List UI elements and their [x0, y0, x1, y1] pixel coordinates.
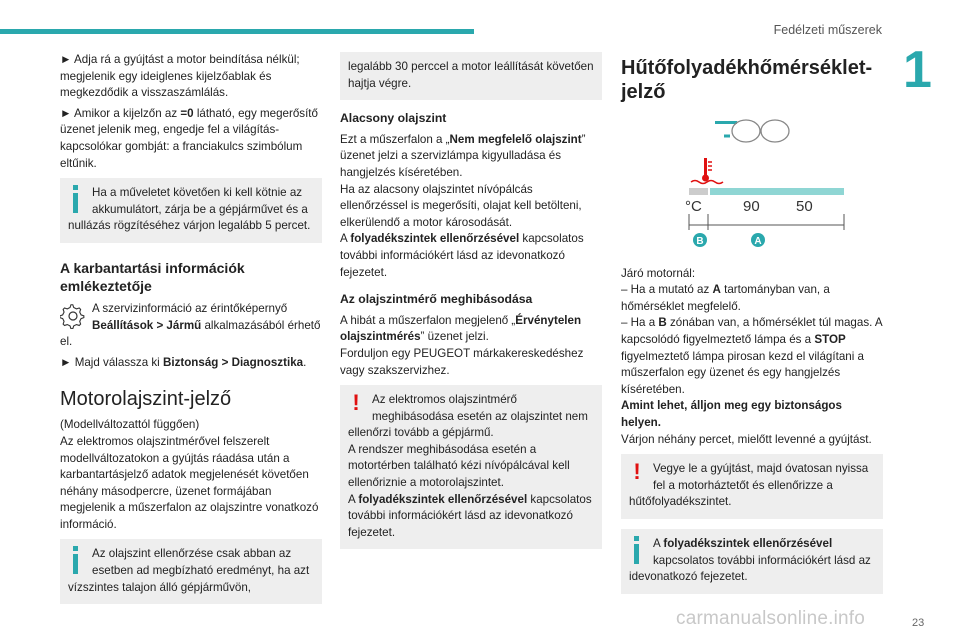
section-heading: Az olajszintmérő meghibásodása [340, 292, 533, 307]
warning-box: ! Az elektromos olajszintmérő meghibásodása esetén az olajszintet nem ellenőrzi tovább a gépjármű. A rendszer meghibásodása esetén a motortérben található kézi nívópálcával kell ellenőriznie a motorolajszintet. A folyadékszintek ellenőrzésével kapcsolatos további információkért lásd az idevonatkozó fejezetet. [340, 385, 602, 549]
paragraph: A folyadékszintek ellenőrzésével kapcsolatos további információkért lásd az idevonatkozó fejezetet. [340, 232, 584, 279]
section-heading: Alacsony olajszint [340, 111, 447, 126]
paragraph: – Ha a mutató az A tartományban van, a hőmérséklet megfelelő. [621, 283, 830, 313]
unit-label: °C [685, 198, 702, 215]
label-b: B [696, 236, 704, 247]
column-2 [340, 52, 602, 559]
column-3 [621, 52, 883, 604]
section-title: Motorolajszint-jelző [60, 388, 232, 411]
info-icon [68, 546, 84, 574]
tick-50: 50 [796, 198, 813, 215]
watermark: carmanualsonline.info [676, 608, 866, 629]
paragraph: A hibát a műszerfalon megjelenő „Érvénytelen olajszintmérés” üzenet jelzi. [340, 313, 582, 344]
info-box: Ha a műveletet követően ki kell kötnie az akkumulátort, zárja be a gépjárművet és a nullázás rögzítéséhez várjon legalább 5 percet. [60, 178, 322, 243]
header-accent-bar [0, 29, 474, 34]
warning-icon: ! [633, 459, 641, 485]
info-box: A folyadékszintek ellenőrzésével kapcsolatos további információkért lásd az idevonatkozó fejezetet. [621, 529, 883, 594]
page-number: 23 [912, 617, 925, 629]
paragraph: (Modellváltozattól függően) [60, 418, 200, 432]
settings-gear-icon [60, 303, 86, 329]
coolant-temperature-icon [691, 158, 723, 184]
paragraph: Forduljon egy PEUGEOT márkakereskedéshez vagy szakszervizhez. [340, 346, 584, 377]
section-header: Fedélzeti műszerek [773, 23, 882, 37]
info-box: Az olajszint ellenőrzése csak abban az esetben ad megbízható eredményt, ha azt vízszintes talajon álló gépjárművön, [60, 539, 322, 604]
coolant-gauge-figure [621, 114, 883, 254]
paragraph: ► Adja rá a gyújtást a motor beindítása nélkül; megjelenik egy ideiglenes kijelzőablak és megkezdődik a visszaszámlálás. [60, 53, 300, 100]
tick-90: 90 [743, 198, 760, 215]
paragraph: A szervizinformáció az érintőképernyő Beállítások > Jármű alkalmazásából érhető el. [60, 301, 321, 349]
instrument-panel-icon [715, 120, 789, 142]
label-a: A [754, 236, 762, 247]
section-heading: A karbantartási információk emlékeztetője [60, 259, 245, 294]
paragraph: – Ha a B zónában van, a hőmérséklet túl magas. A kapcsolódó figyelmeztető lámpa és a STOP figyelmeztető lámpa pirosan kezd el világítani a műszerfalon egy üzenet és egy hangjelzés kíséretében. [621, 316, 883, 396]
chapter-number: 1 [903, 41, 932, 99]
paragraph: ► Amikor a kijelzőn az =0 látható, egy megerősítő üzenet jelenik meg, engedje fel a világítás-kapcsolókar gombját: a franciakulcs szimbólum eltűnik. [60, 106, 318, 170]
info-icon [68, 185, 84, 213]
warning-box: ! Vegye le a gyújtást, majd óvatosan nyissa fel a motorháztetőt és ellenőrizze a hűtőfolyadékszintet. [621, 454, 883, 519]
zone-b-bar [689, 188, 708, 195]
paragraph: Ezt a műszerfalon a „Nem megfelelő olajszint” üzenet jelzi a szervizlámpa kigyulladása és hangjelzés kíséretében. [340, 132, 586, 179]
paragraph: Amint lehet, álljon meg egy biztonságos helyen. [621, 399, 842, 429]
paragraph: Az elektromos olajszintmérővel felszerelt modellváltozatokon a gyújtás ráadása után a karbantartásjelző adatok megjelenését követően néhány másodpercre, üzenet formájában megjelenik a műszerfalon az olajszintre vonatkozó információ. [60, 434, 319, 531]
paragraph: ► Majd válassza ki Biztonság > Diagnosztika. [60, 355, 307, 369]
column-1 [60, 52, 322, 614]
paragraph: Várjon néhány percet, mielőtt levenné a gyújtást. [621, 432, 872, 446]
paragraph: Járó motornál: [621, 266, 696, 280]
info-icon [629, 536, 645, 564]
paragraph: Ha az alacsony olajszintet nívópálcás ellenőrzéssel is megerősíti, olajat kell betölteni, elkerülendő a motor károsodását. [340, 182, 582, 229]
warning-icon: ! [352, 390, 360, 416]
zone-a-bar [710, 188, 844, 195]
info-box-continued: legalább 30 perccel a motor leállítását követően hajtja végre. [340, 52, 602, 100]
section-title: Hűtőfolyadékhőmérséklet-jelző [621, 57, 873, 103]
